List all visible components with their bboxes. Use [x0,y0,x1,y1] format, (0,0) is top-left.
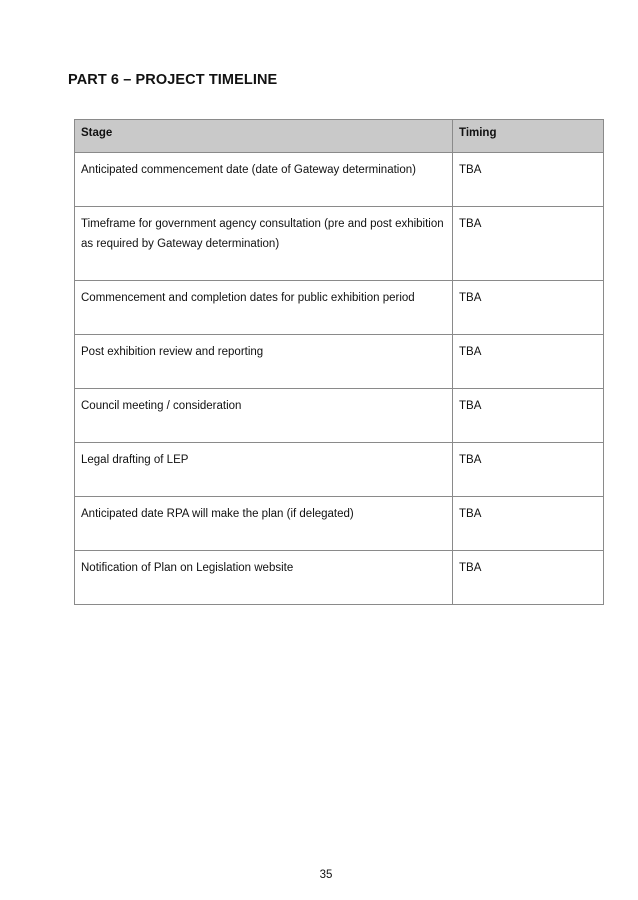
stage-cell: Notification of Plan on Legislation website [75,551,453,605]
timing-cell: TBA [453,207,604,281]
table-row [75,389,604,443]
timing-cell: TBA [453,551,604,605]
stage-cell: Post exhibition review and reporting [75,335,453,389]
table-row [75,281,604,335]
column-header-timing: Timing [453,120,604,153]
table-row [75,551,604,605]
table-row [75,443,604,497]
stage-cell: Timeframe for government agency consultation (pre and post exhibition as required by Gateway determination) [75,207,453,281]
table-header-row [75,120,604,153]
section-heading: PART 6 – PROJECT TIMELINE [68,72,278,88]
project-timeline-table [74,119,604,605]
timing-cell: TBA [453,153,604,207]
timing-cell: TBA [453,281,604,335]
page-number: 35 [319,869,333,881]
stage-cell: Commencement and completion dates for public exhibition period [75,281,453,335]
table-row [75,335,604,389]
stage-cell: Anticipated commencement date (date of Gateway determination) [75,153,453,207]
timing-cell: TBA [453,389,604,443]
timing-cell: TBA [453,443,604,497]
stage-cell: Council meeting / consideration [75,389,453,443]
stage-cell: Anticipated date RPA will make the plan (if delegated) [75,497,453,551]
table-row [75,153,604,207]
timing-cell: TBA [453,497,604,551]
timing-cell: TBA [453,335,604,389]
table-row [75,207,604,281]
stage-cell: Legal drafting of LEP [75,443,453,497]
table-row [75,497,604,551]
column-header-stage: Stage [75,120,453,153]
